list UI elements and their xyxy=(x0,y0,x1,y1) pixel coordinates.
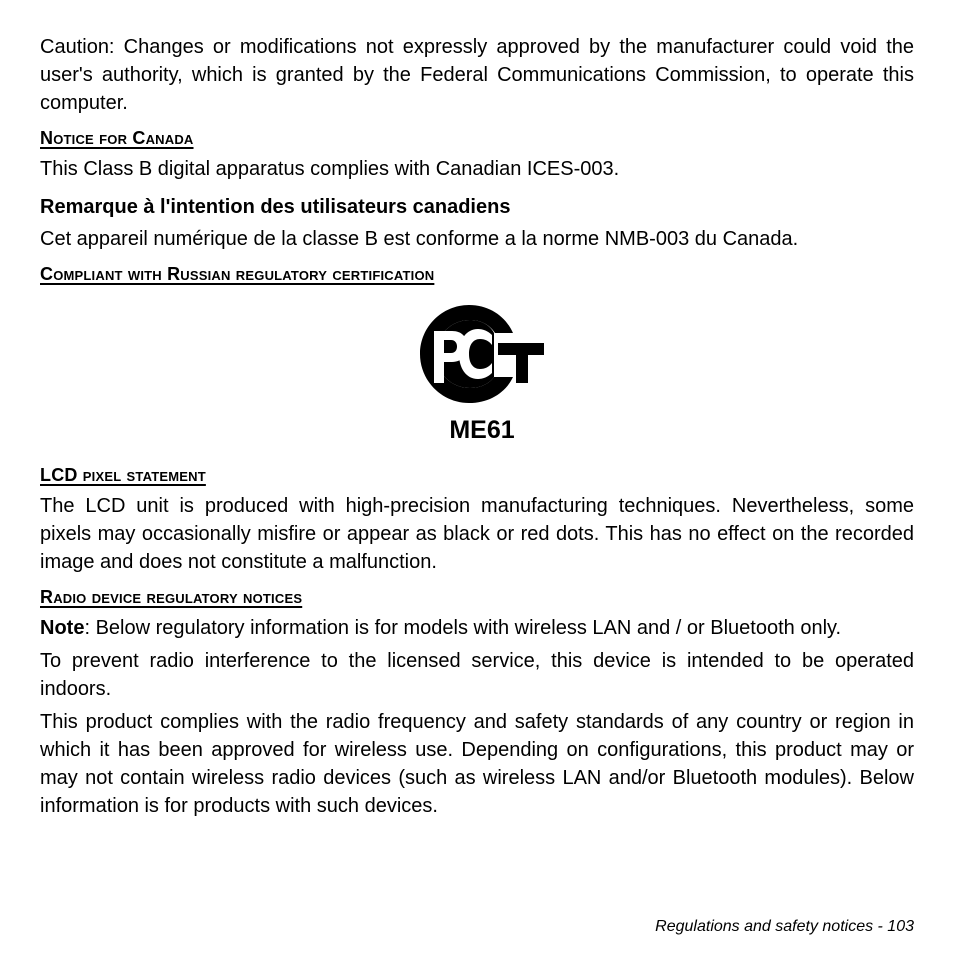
canada-section xyxy=(40,127,914,149)
caution-paragraph: Caution: Changes or modifications not expressly approved by the manufacturer could void the user's authority, which is granted by the Federal Communications Commission, to operate this computer. xyxy=(40,36,914,114)
lcd-paragraph: The LCD unit is produced with high-precision manufacturing techniques. Nevertheless, some pixels may occasionally misfire or appear as black or red dots. This has no effect on the recorded image and does not constitute a malfunction. xyxy=(40,495,914,573)
page-footer: Regulations and safety notices - 103 xyxy=(655,918,914,935)
lcd-section xyxy=(40,464,914,486)
note-label: Note xyxy=(40,617,85,639)
canada-heading: Notice for Canada xyxy=(40,128,194,148)
russian-heading: Compliant with Russian regulatory certification xyxy=(40,264,435,284)
note-text: : Below regulatory information is for models with wireless LAN and / or Bluetooth only. xyxy=(84,617,842,639)
canada-paragraph: This Class B digital apparatus complies with Canadian ICES-003. xyxy=(40,158,620,180)
radio-indoor-paragraph: To prevent radio interference to the licensed service, this device is intended to be operated indoors. xyxy=(40,650,914,700)
certification-code: ME61 xyxy=(449,416,515,444)
canada-french-heading: Remarque à l'intention des utilisateurs canadiens xyxy=(40,196,511,218)
canada-french-paragraph: Cet appareil numérique de la classe B est conforme a la norme NMB-003 du Canada. xyxy=(40,228,799,250)
pct-certification-logo-icon xyxy=(420,305,544,403)
radio-heading: Radio device regulatory notices xyxy=(40,587,303,607)
radio-note-paragraph xyxy=(40,614,914,642)
pct-logo-container xyxy=(40,305,924,408)
document-page xyxy=(40,33,914,820)
lcd-heading: LCD pixel statement xyxy=(40,465,206,485)
radio-compliance-paragraph: This product complies with the radio frequency and safety standards of any country or region in which it has been approved for wireless use. Depending on configurations, this product may or may not contain wireless radio devices (such as wireless LAN and/or Bluetooth modules). Below information is for products with such devices. xyxy=(40,711,914,817)
russian-section xyxy=(40,263,914,285)
radio-section xyxy=(40,586,914,608)
